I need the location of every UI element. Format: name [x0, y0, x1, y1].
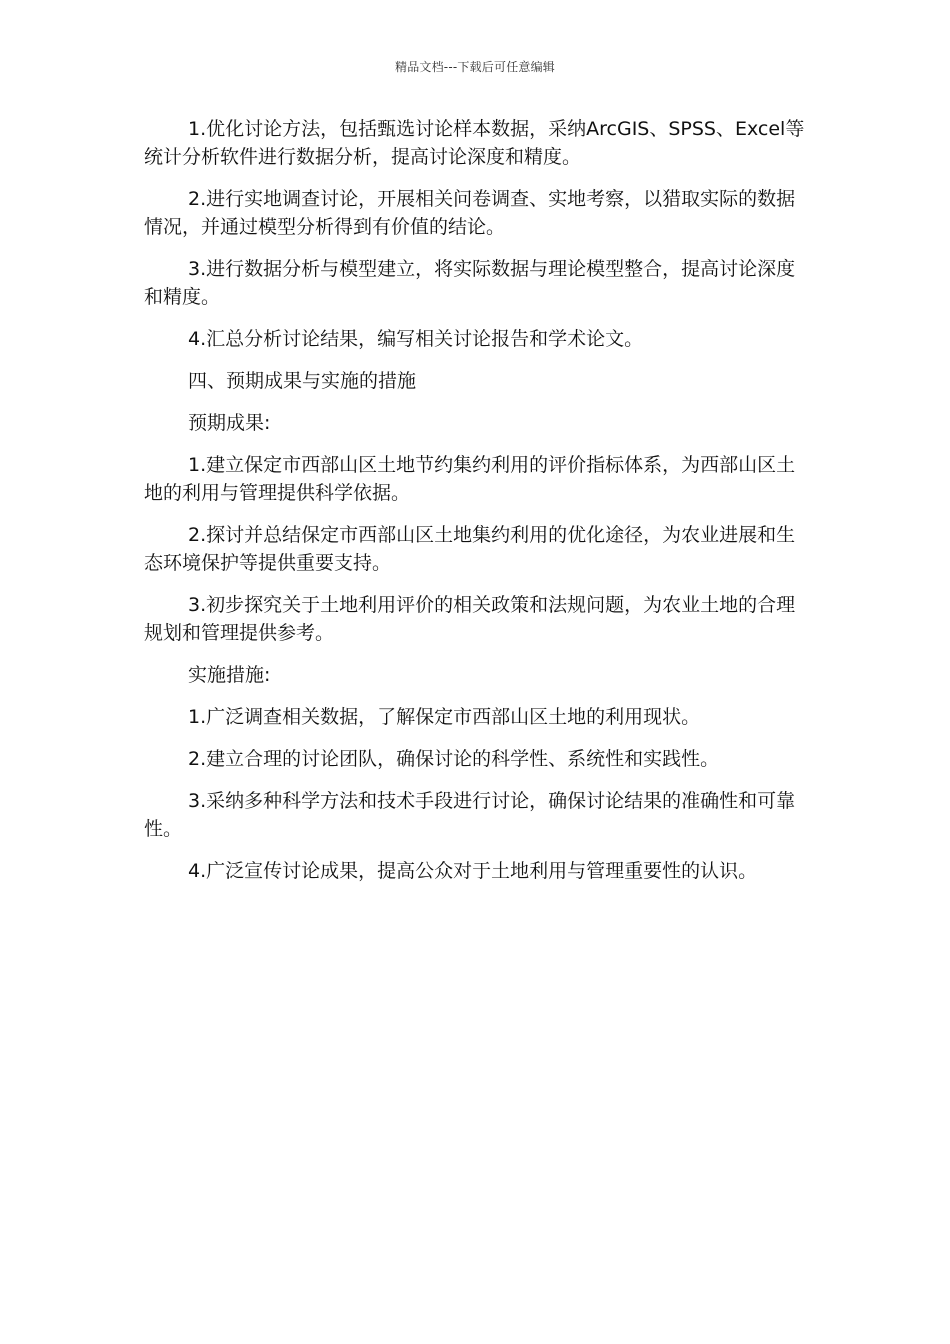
- paragraph: 2.建立合理的讨论团队，确保讨论的科学性、系统性和实践性。: [188, 748, 720, 770]
- paragraph: 3.采纳多种科学方法和技术手段进行讨论，确保讨论结果的准确性和可靠性。: [144, 790, 796, 840]
- subsection-heading: 实施措施:: [188, 664, 271, 686]
- subsection-heading: 预期成果:: [188, 412, 271, 434]
- paragraph: 3.进行数据分析与模型建立，将实际数据与理论模型整合，提高讨论深度和精度。: [144, 258, 796, 308]
- paragraph: 1.优化讨论方法，包括甄选讨论样本数据，采纳ArcGIS、SPSS、Excel等统计分析软件进行数据分析，提高讨论深度和精度。: [144, 118, 805, 168]
- paragraph: 2.进行实地调查讨论，开展相关问卷调查、实地考察，以猎取实际的数据情况，并通过模型分析得到有价值的结论。: [144, 188, 796, 238]
- paragraph: 2.探讨并总结保定市西部山区土地集约利用的优化途径，为农业进展和生态环境保护等提供重要支持。: [144, 524, 796, 574]
- page-header: 精品文档---下载后可任意编辑: [395, 60, 555, 74]
- paragraph: 1.建立保定市西部山区土地节约集约利用的评价指标体系，为西部山区土地的利用与管理提供科学依据。: [144, 454, 796, 504]
- paragraph: 4.广泛宣传讨论成果，提高公众对于土地利用与管理重要性的认识。: [188, 860, 758, 882]
- paragraph: 1.广泛调查相关数据，了解保定市西部山区土地的利用现状。: [188, 706, 701, 728]
- section-heading: 四、预期成果与实施的措施: [188, 370, 417, 392]
- document-body: [144, 115, 809, 899]
- paragraph: 4.汇总分析讨论结果，编写相关讨论报告和学术论文。: [188, 328, 644, 350]
- paragraph: 3.初步探究关于土地利用评价的相关政策和法规问题，为农业土地的合理规划和管理提供参考。: [144, 594, 796, 644]
